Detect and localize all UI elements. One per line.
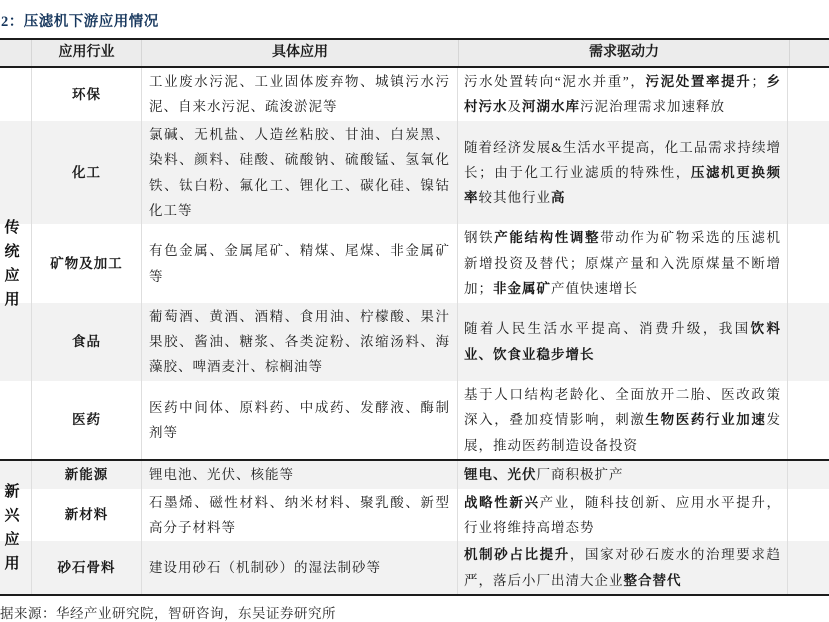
table-body: [0, 68, 829, 596]
table-row: [0, 68, 829, 121]
specific-text: 氯碱、无机盐、人造丝粘胶、甘油、白炭黑、染料、颜料、硅酸、硫酸钠、硫酸锰、氢氧化铁、钛白粉、氟化工、锂化工、碳化硅、镍钴化工等: [149, 126, 450, 219]
driver-text: [464, 462, 781, 487]
cell-industry: 环保: [31, 68, 141, 121]
header-cell-category: [0, 40, 31, 66]
header-cell-specific: 具体应用: [141, 40, 458, 66]
driver-text-segment: 锂电、光伏: [464, 467, 537, 483]
cell-specific: [141, 489, 457, 542]
section-label-char: 新: [4, 483, 20, 500]
driver-text-segment: 高: [551, 190, 566, 206]
specific-text: 工业废水污泥、工业固体废弃物、城镇污水污泥、自来水污泥、疏浚淤泥等: [149, 74, 450, 115]
cell-right-margin: [787, 381, 829, 459]
cell-specific: [141, 541, 457, 594]
table-section: [0, 459, 829, 596]
driver-text-segment: 钢铁: [464, 230, 495, 246]
driver-text-segment: 整合替代: [623, 572, 682, 588]
section-label-char: 兴: [4, 507, 20, 524]
cell-specific: [141, 68, 457, 121]
cell-specific: [141, 381, 457, 459]
driver-text-segment: 产业，随科技创新、应用水平提升，行业将维持高增态势: [464, 494, 781, 535]
driver-text-segment: 产能结构性调整: [494, 230, 601, 246]
section-vertical-label: [0, 216, 24, 312]
driver-text-segment: 河湖水库: [522, 99, 580, 115]
table-row: [0, 541, 829, 594]
cell-specific: [141, 303, 457, 381]
table-row: [0, 461, 829, 488]
cell-driver: [457, 489, 787, 542]
driver-text-segment: ，国家对砂石废水的治理要求趋严，落后小厂出清大企业: [464, 547, 781, 588]
driver-text-segment: 随着经济发展&生活水平提高，化工品需求持续增长；由于化工行业滤质的特殊性，: [464, 139, 781, 180]
specific-text: 锂电池、光伏、核能等: [149, 467, 294, 483]
cell-industry: 化工: [31, 121, 141, 225]
cell-driver: [457, 121, 787, 225]
cell-specific: [141, 121, 457, 225]
application-table: [0, 38, 829, 596]
specific-text: 石墨烯、磁性材料、纳米材料、聚乳酸、新型高分子材料等: [149, 494, 450, 535]
driver-text: [464, 69, 781, 120]
cell-driver: [457, 68, 787, 121]
section-label-char: 用: [4, 291, 20, 308]
driver-text-segment: 及: [507, 99, 522, 115]
data-source-note: 据来源：华经产业研究院，智研咨询，东吴证券研究所: [0, 606, 336, 622]
section-rows: [0, 68, 829, 459]
driver-text-segment: ；: [751, 74, 766, 89]
cell-specific: [141, 461, 457, 488]
cell-driver: [457, 303, 787, 381]
table-header-row: [0, 40, 829, 68]
table-row: [0, 381, 829, 459]
driver-text: [464, 490, 781, 541]
driver-text-segment: 基于人口结构老龄化、全面放开二胎、医改政策深入，叠加疫情影响，刺激: [464, 386, 781, 428]
section-label-char: 应: [4, 267, 20, 284]
cell-industry: 新材料: [31, 489, 141, 542]
specific-text: 建设用砂石（机制砂）的湿法制砂等: [149, 560, 381, 576]
driver-text-segment: 带动作为矿物采选的压滤机新增投资及替代；原煤产量和入洗原煤量不断增加；: [464, 230, 781, 297]
cell-industry: 矿物及加工: [31, 224, 141, 302]
specific-text: 医药中间体、原料药、中成药、发酵液、酶制剂等: [149, 399, 450, 440]
driver-text-segment: 生物医药行业加速: [645, 412, 767, 428]
figure-title: 2：压滤机下游应用情况: [1, 14, 159, 30]
driver-text: [464, 225, 781, 301]
header-cell-industry: 应用行业: [31, 40, 141, 66]
driver-text-segment: 污泥治理需求加速释放: [580, 99, 725, 115]
cell-right-margin: [787, 489, 829, 542]
header-cell-margin: [789, 40, 829, 66]
cell-category-spacer: [0, 303, 31, 381]
cell-specific: [141, 224, 457, 302]
section-vertical-label: [0, 480, 24, 576]
section-label-char: 统: [4, 243, 20, 260]
report-table-page: [0, 10, 829, 622]
cell-driver: [457, 381, 787, 459]
section-label-char: 用: [4, 555, 20, 572]
driver-text-segment: 非金属矿: [493, 281, 551, 297]
cell-right-margin: [787, 68, 829, 121]
driver-text: [464, 382, 781, 458]
cell-right-margin: [787, 224, 829, 302]
driver-text: [464, 316, 781, 367]
cell-right-margin: [787, 461, 829, 488]
section-label-char: 传: [4, 219, 20, 236]
driver-text-segment: 压滤机更换频率: [464, 164, 781, 206]
cell-industry: 医药: [31, 381, 141, 459]
cell-industry: 砂石骨料: [31, 541, 141, 594]
cell-industry: 食品: [31, 303, 141, 381]
driver-text-segment: 乡村污水: [464, 74, 782, 115]
section-label-char: 应: [4, 531, 20, 548]
table-section: [0, 68, 829, 459]
table-row: [0, 224, 829, 302]
specific-text: 葡萄酒、黄酒、酒精、食用油、柠檬酸、果汁果胶、酱油、糖浆、各类淀粉、浓缩汤料、海藻胶、啤酒麦汁、棕榈油等: [149, 308, 450, 375]
driver-text-segment: 厂商积极扩产: [536, 467, 624, 483]
cell-right-margin: [787, 121, 829, 225]
table-row: [0, 121, 829, 225]
cell-driver: [457, 541, 787, 594]
cell-category-spacer: [0, 381, 31, 459]
driver-text-segment: 发展，推动医药制造设备投资: [464, 412, 781, 453]
driver-text: [464, 135, 781, 211]
cell-category-spacer: [0, 68, 31, 121]
driver-text: [464, 542, 781, 593]
cell-right-margin: [787, 541, 829, 594]
driver-text-segment: 战略性新兴: [464, 494, 540, 510]
cell-category-spacer: [0, 121, 31, 225]
table-row: [0, 303, 829, 381]
header-cell-driver: 需求驱动力: [458, 40, 789, 66]
driver-text-segment: 产值快速增长: [551, 281, 638, 297]
specific-text: 有色金属、金属尾矿、精煤、尾煤、非金属矿等: [149, 243, 450, 284]
driver-text-segment: 随着人民生活水平提高、消费升级，我国: [464, 321, 751, 337]
cell-driver: [457, 224, 787, 302]
cell-right-margin: [787, 303, 829, 381]
cell-industry: 新能源: [31, 461, 141, 488]
driver-text-segment: 污水处置转向“泥水并重”，: [464, 74, 646, 89]
driver-text-segment: 机制砂占比提升: [464, 547, 570, 563]
section-rows: [0, 461, 829, 594]
driver-text-segment: 较其他行业: [478, 190, 551, 206]
table-row: [0, 489, 829, 542]
driver-text-segment: 污泥处置率提升: [645, 74, 752, 89]
driver-text-segment: 饮料业、饮食业稳步增长: [464, 321, 782, 362]
cell-driver: [457, 461, 787, 488]
